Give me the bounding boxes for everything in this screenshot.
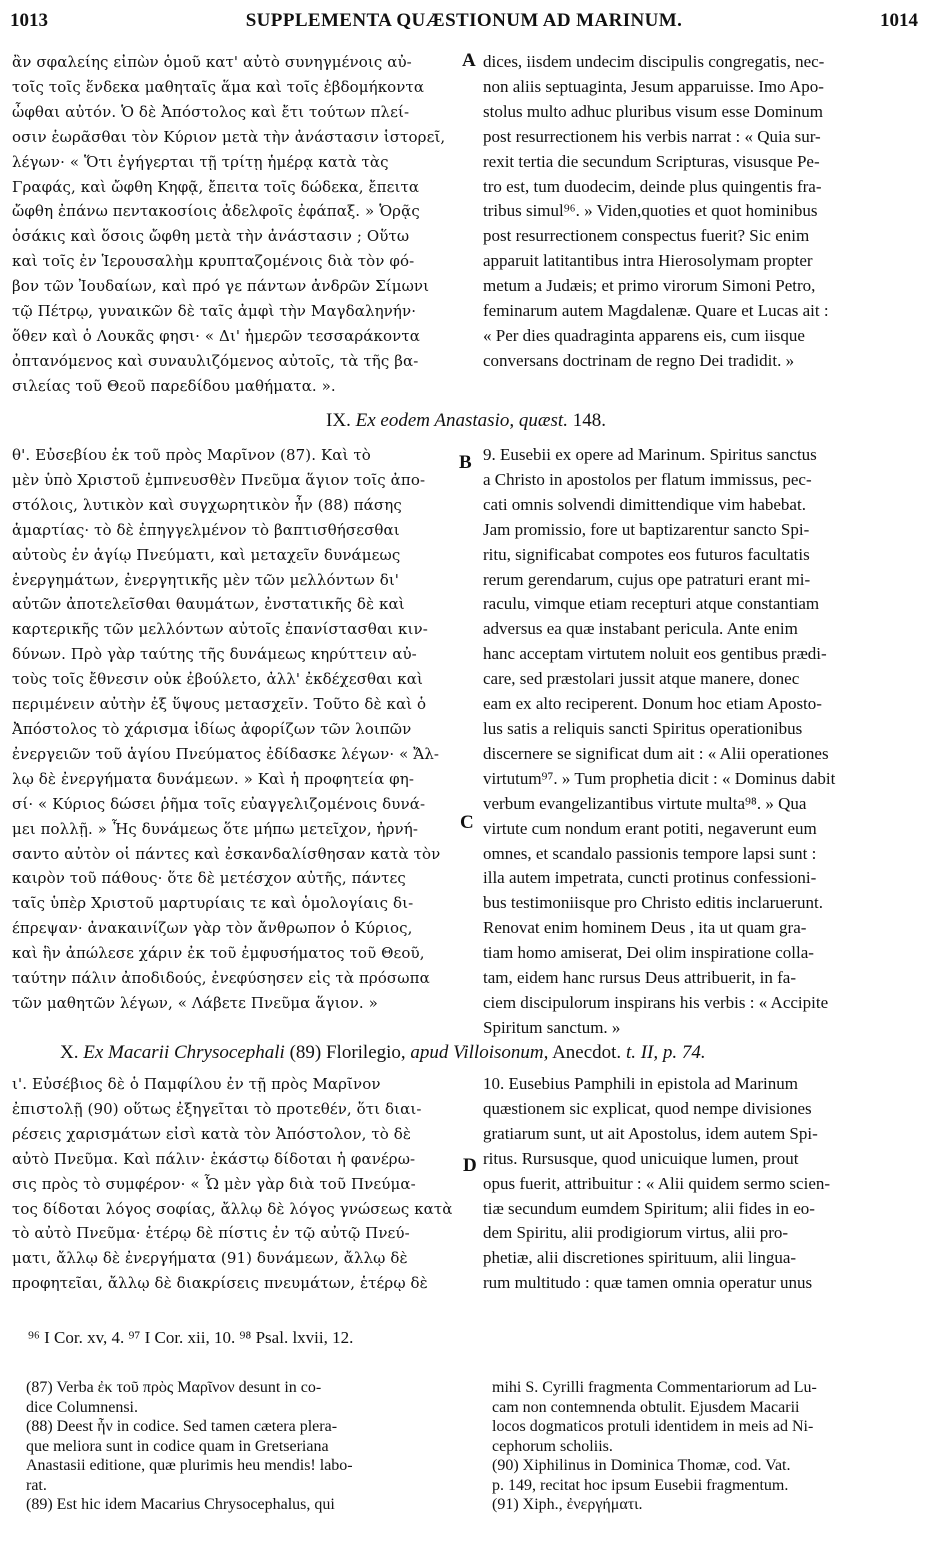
greek-line: καὶ τοῖς ἐν Ἱερουσαλὴμ κρυπταζομένοις διὰ τὸν φό- (12, 252, 415, 271)
latin-line: post resurrectionem his verbis narrat : « Quia sur- (483, 126, 821, 146)
latin-line: rerum gerendarum, cujus ope patraturi erant mi- (483, 569, 811, 589)
greek-line: τὸ αὐτὸ Πνεῦμα· ἑτέρῳ δὲ πίστις ἐν τῷ αὐτῷ Πνεύ- (12, 1224, 410, 1243)
greek-line: ταῖς ὑπὲρ Χριστοῦ μαρτυρίαις τε καὶ ὁμολογίαις δι- (12, 894, 414, 913)
footnotes-left (26, 1378, 462, 1515)
greek-line: ἂν σφαλείης εἰπὼν ὁμοῦ κατ' αὐτὸ συνηγμένοις αὐ- (12, 53, 412, 71)
latin-line: tiam homo amiserat, Dei olim inspiratione colla- (483, 943, 814, 963)
footnote-line: dice Columnensi. (26, 1398, 138, 1416)
latin-line: Spiritum sanctum. » (483, 1017, 621, 1037)
section-title: Ex Macarii Chrysocephali (83, 1042, 285, 1063)
greek-line: οσιν ἑωρᾶσθαι τὸν Κύριον μετὰ τὴν ἀνάστασιν ἱστορεῖ, (12, 127, 446, 146)
latin-line: cati omnis solvendi dimittendique vim habebat. (483, 494, 806, 514)
page-header (10, 10, 918, 44)
latin-line: dem Spiritu, alii prodigiorum virtus, alii pro- (483, 1223, 789, 1243)
greek-line: στόλοις, λυτικὸν καὶ συγχωρητικὸν ἦν (88) πάσης (12, 495, 402, 514)
footnote-line: rat. (26, 1476, 47, 1494)
greek-line: έπρεψαν· ἀνακαινίζων γὰρ τὸν ἄνθρωπον ὁ Κύριος, (12, 919, 413, 938)
latin-line: verbum evangelizantibus virtute multa⁹⁸. » Qua (483, 793, 807, 813)
section-tome: t. II, p. 74. (625, 1042, 706, 1063)
greek-column-2 (12, 443, 458, 1016)
footnote-line: cephorum scholiis. (492, 1437, 613, 1455)
latin-line: metum a Judæis; et primo virorum Simoni Petro, (483, 276, 816, 296)
latin-line: 10. Eusebius Pamphili in epistola ad Marinum (483, 1074, 798, 1093)
greek-line: ἐνεργημάτων, ἐνεργητικῆς μὲν τῶν μελλόντων δι' (12, 570, 400, 589)
footnotes-right (492, 1378, 920, 1515)
latin-line: a Christo in apostolos per flatum immissus, pec- (483, 469, 812, 489)
greek-line: αὐτοὺς ἐν ἁγίῳ Πνεύματι, καὶ μεταχεῖν δυνάμεως (12, 545, 401, 564)
latin-line: tro est, tum duodecim, deinde plus quingentis fra- (483, 176, 822, 196)
latin-line: 9. Eusebii ex opere ad Marinum. Spiritus sanctus (483, 445, 817, 464)
latin-column-2 (483, 443, 915, 1041)
greek-line: καρτερικῆς τῶν μελλόντων αὐτοῖς ἐπανίστασθαι κιν- (12, 620, 428, 639)
page-number-right: 1014 (880, 10, 918, 31)
greek-line: ἁμαρτίας· τὸ δὲ ἐπηγγελμένον τὸ βαπτισθήσεσθαι (12, 520, 400, 539)
latin-line: rum multitudo : quæ tamen omnia operatur unus (483, 1273, 813, 1293)
latin-line: Renovat enim hominem Deus , ita ut quam gra- (483, 918, 807, 938)
latin-line: conversans doctrinam de regno Dei tradidit. » (483, 350, 795, 370)
latin-line: discernere se significat dum ait : « Alii operationes (483, 743, 829, 763)
margin-marker-a: A (462, 50, 476, 71)
greek-line: δύνων. Πρὸ γὰρ ταύτης τῆς δυνάμεως κηρύττειν αὐ- (12, 645, 417, 664)
greek-line: προφητεῖαι, ἄλλῳ δὲ διακρίσεις πνευμάτων, ἑτέρῳ δὲ (12, 1274, 428, 1293)
latin-line: hanc acceptam virtutem noluit eos gentibus prædi- (483, 644, 827, 664)
greek-line: ὅθεν καὶ ὁ Λουκᾶς φησι· « Δι' ἡμερῶν τεσσαράκοντα (12, 326, 420, 345)
scripture-references: ⁹⁶ I Cor. xv, 4. ⁹⁷ I Cor. xii, 10. ⁹⁸ Psal. lxvii, 12. (28, 1328, 354, 1347)
latin-line: dices, iisdem undecim discipulis congregatis, nec- (483, 52, 825, 71)
latin-line: rexit tertia die secundum Scripturas, visusque Pe- (483, 151, 820, 171)
latin-line: tam, eidem hanc rursus Deus attribuerit, in fa- (483, 968, 796, 988)
footnote-line: (89) Est hic idem Macarius Chrysocephalus, qui (26, 1496, 335, 1513)
latin-line: eam ex alto reciperent. Donum hoc etiam Aposto- (483, 694, 822, 714)
latin-line: Jam promissio, fore ut baptizarentur sancto Spi- (483, 519, 810, 539)
greek-line: βον τῶν Ἰουδαίων, καὶ πρό γε πάντων ἀνδρῶν Σίμωνι (12, 277, 430, 296)
latin-line: opus fuerit, attribuitur : « Alii quidem sermo scien- (483, 1173, 831, 1193)
greek-line: τος δίδοται λόγος σοφίας, ἄλλῳ δὲ λόγος γνώσεως κατὰ (12, 1199, 453, 1218)
latin-line: bus testimoniisque pro Christo editis inclaruerunt. (483, 893, 823, 913)
footnote-line: que meliora sunt in codice quam in Gretseriana (26, 1437, 329, 1455)
greek-line: ματι, ἄλλῳ δὲ ἐνεργήματα (91) δυνάμεων, ἄλλῳ δὲ (12, 1249, 408, 1268)
latin-line: adversus ea quæ instabant pericula. Ante enim (483, 619, 798, 639)
greek-line: τοὺς τοῖς ἔθνεσιν οὐκ ἐβούλετο, ἀλλ' ἐκδέχεσθαι καὶ (12, 670, 423, 689)
latin-line: tribus simul⁹⁶. » Viden,quoties et quot hominibus (483, 201, 818, 221)
greek-line: τοῖς τοῖς ἕνδεκα μαθηταῖς ἅμα καὶ τοῖς ἑβδομήκοντα (12, 77, 425, 96)
footnote-line: locos dogmaticos protuli identidem in meis ad Ni- (492, 1418, 814, 1435)
greek-line: λέγων· « Ὅτι ἐγήγερται τῇ τρίτῃ ἡμέρᾳ κατὰ τὰς (12, 152, 389, 171)
latin-line: gratiarum sunt, ut ait Apostolus, idem autem Spi- (483, 1123, 818, 1143)
greek-line: σιλείας τοῦ Θεοῦ παρεδίδου μαθήματα. ». (12, 376, 336, 395)
footnote-line: (90) Xiphilinus in Dominica Thomæ, cod. Vat. (492, 1457, 791, 1474)
latin-line: ritus. Rursusque, quod unicuique lumen, prout (483, 1148, 799, 1168)
greek-line: αὐτῶν ἀποτελεῖσθαι θαυμάτων, ἐνστατικῆς δὲ καὶ (12, 595, 405, 614)
greek-line: σις πρὸς τὸ συμφέρον· « Ὧ μὲν γὰρ διὰ τοῦ Πνεύμα- (12, 1174, 416, 1193)
greek-line: ταύτην πάλιν ἀποδιδούς, ἐνεφύσησεν εἰς τὰ πρόσωπα (12, 969, 430, 988)
greek-line: ὁσάκις καὶ ὅσοις ὤφθη μετὰ τὴν ἀνάστασιν ; Οὕτω (12, 227, 410, 246)
footnote-line: Anastasii editione, quæ plurimis heu mendis! labo- (26, 1457, 353, 1474)
greek-line: μὲν ὑπὸ Χριστοῦ ἐμπνευσθὲν Πνεῦμα ἅγιον τοῖς ἀπο- (12, 470, 426, 489)
greek-line: τῶν μαθητῶν λέγων, « Λάβετε Πνεῦμα ἅγιον. » (12, 993, 378, 1012)
greek-line: θ'. Εὐσεβίου ἐκ τοῦ πρὸς Μαρῖνον (87). Καὶ τὸ (12, 446, 371, 464)
greek-line: ρέσεις χαρισμάτων εἰσὶ κατὰ τὸν Ἀπόστολον, τὸ δὲ (12, 1124, 412, 1143)
section-heading-9 (0, 410, 932, 432)
greek-line: Γραφάς, καὶ ὤφθη Κηφᾷ, ἔπειτα τοῖς δώδεκα, ἔπειτα (12, 177, 420, 196)
latin-line: illa autem impetrata, cuncti protinus confessioni- (483, 868, 817, 888)
greek-line: αὐτὸ Πνεῦμα. Καὶ πάλιν· ἑκάστῳ δίδοται ἡ φανέρω- (12, 1149, 416, 1168)
greek-line: λῳ δὲ ἐνεργήματα δυνάμεων. » Καὶ ἡ προφητεία φη- (12, 769, 415, 788)
greek-column-3 (12, 1072, 458, 1296)
greek-line: ἐπιστολῇ (90) οὕτως ἐξηγεῖται τὸ προτεθέν, ὅτι διαι- (12, 1099, 422, 1118)
latin-line: virtutum⁹⁷. » Tum prophetia dicit : « Dominus dabit (483, 768, 836, 788)
page-number-left: 1013 (10, 10, 48, 31)
latin-line: apparuit latitantibus intra Hierosolymam propter (483, 251, 813, 271)
footnote-line: mihi S. Cyrilli fragmenta Commentariorum ad Lu- (492, 1379, 817, 1396)
latin-line: quæstionem sic explicat, quod nempe divisiones (483, 1098, 812, 1118)
latin-line: ciem discipulorum inspirans his verbis : « Accipite (483, 992, 829, 1012)
greek-column-1 (12, 50, 458, 399)
greek-line: Ἀπόστολος τὸ χάρισμα ἰδίως ἀφορίζων τῶν λοιπῶν (12, 719, 412, 738)
greek-line: σαντο αὐτὸν οἱ πάντες καὶ ἐσκανδαλίσθησαν κατὰ τὸν (12, 844, 441, 863)
greek-line: ὤφθη ἐπάνω πεντακοσίοις ἀδελφοῖς ἐφάπαξ. » Ὁρᾷς (12, 202, 420, 221)
latin-line: stolus multo adhuc pluribus visum esse Dominum (483, 101, 823, 121)
greek-line: σί· « Κύριος δώσει ῥῆμα τοῖς εὐαγγελιζομένοις δυνά- (12, 794, 426, 813)
latin-line: « Per dies quadraginta apparens eis, cum iisque (483, 325, 805, 345)
latin-column-3 (483, 1072, 915, 1296)
footnote-line: (91) Xiph., ἐνεργήματι. (492, 1496, 643, 1513)
latin-line: feminarum autem Magdalenæ. Quare et Lucas ait : (483, 301, 829, 321)
greek-line: περιμένειν αὐτὴν ἐξ ὕψους μετασχεῖν. Τοῦτο δὲ καὶ ὁ (12, 695, 427, 714)
section-heading-10 (60, 1042, 918, 1064)
footnote-line: (88) Deest ἦν in codice. Sed tamen cætera plera- (26, 1418, 338, 1435)
section-anecdot: Anecdot. (552, 1042, 622, 1063)
greek-line: καιρὸν τοῦ πάθους· ὅτε δὲ μετέσχον αὐτῆς, πάντες (12, 869, 406, 888)
greek-line: ι'. Εὐσέβιος δὲ ὁ Παμφίλου ἐν τῇ πρὸς Μαρῖνον (12, 1075, 381, 1093)
latin-line: post resurrectionem conspectus fuerit? Sic enim (483, 226, 810, 246)
latin-line: ritu, significabat compotes eos futuros facultatis (483, 544, 810, 564)
greek-line: ἐνεργειῶν τοῦ ἁγίου Πνεύματος ἐδίδασκε λέγων· « Ἄλ- (12, 744, 440, 763)
margin-marker-b: B (459, 452, 472, 473)
latin-line: omnes, et scandalo passionis tempore lapsi sunt : (483, 843, 817, 863)
footnote-line: cam non contemnenda obtulit. Ejusdem Macarii (492, 1398, 800, 1416)
question-number: 148. (572, 410, 606, 431)
section-number: X. (60, 1042, 79, 1063)
section-note: (89) Florilegio, (289, 1042, 406, 1063)
footnote-line: (87) Verba ἐκ τοῦ πρὸς Μαρῖνον desunt in co- (26, 1379, 322, 1396)
greek-line: μει πολλῇ. » Ἧς δυνάμεως ὅτε μήπω μετεῖχον, ἠρνή- (12, 819, 419, 838)
latin-line: raculu, vimque etiam recepturi atque constantiam (483, 594, 820, 614)
latin-line: tiæ secundum eumdem Spiritum; alii fides in eo- (483, 1198, 815, 1218)
latin-line: care, sed præstolari jussit atque manere, donec (483, 669, 800, 689)
margin-marker-c: C (460, 812, 474, 833)
section-number: IX. (326, 410, 351, 431)
greek-line: ὦφθαι αὐτόν. Ὁ δὲ Ἀπόστολος καὶ ἔτι τούτων πλεί- (12, 102, 410, 121)
greek-line: τῷ Πέτρῳ, γυναικῶν δὲ ταῖς ἀμφὶ τὴν Μαγδαληνήν· (12, 302, 417, 321)
running-title: SUPPLEMENTA QUÆSTIONUM AD MARINUM. (245, 10, 683, 31)
margin-marker-d: D (463, 1155, 477, 1176)
section-title: Ex eodem Anastasio, quæst. (355, 410, 568, 431)
latin-line: virtute cum nondum erant potiti, negaverunt eum (483, 818, 817, 838)
latin-line: lus satis a reliquis sancti Spiritus operationibus (483, 718, 803, 738)
latin-line: non aliis septuaginta, Jesum apparuisse. Imo Apo- (483, 76, 824, 96)
latin-line: phetiæ, alii discretiones spirituum, alii lingua- (483, 1248, 797, 1268)
section-apud: apud Villoisonum, (410, 1042, 549, 1063)
latin-column-1 (483, 50, 915, 374)
greek-line: καὶ ἣν ἀπώλεσε χάριν ἐκ τοῦ ἐμφυσήματος τοῦ Θεοῦ, (12, 944, 425, 963)
greek-line: ὀπτανόμενος καὶ συναυλιζόμενος αὐτοῖς, τὰ τῆς βα- (12, 351, 419, 370)
footnote-line: p. 149, recitat hoc ipsum Eusebii fragmentum. (492, 1476, 789, 1494)
